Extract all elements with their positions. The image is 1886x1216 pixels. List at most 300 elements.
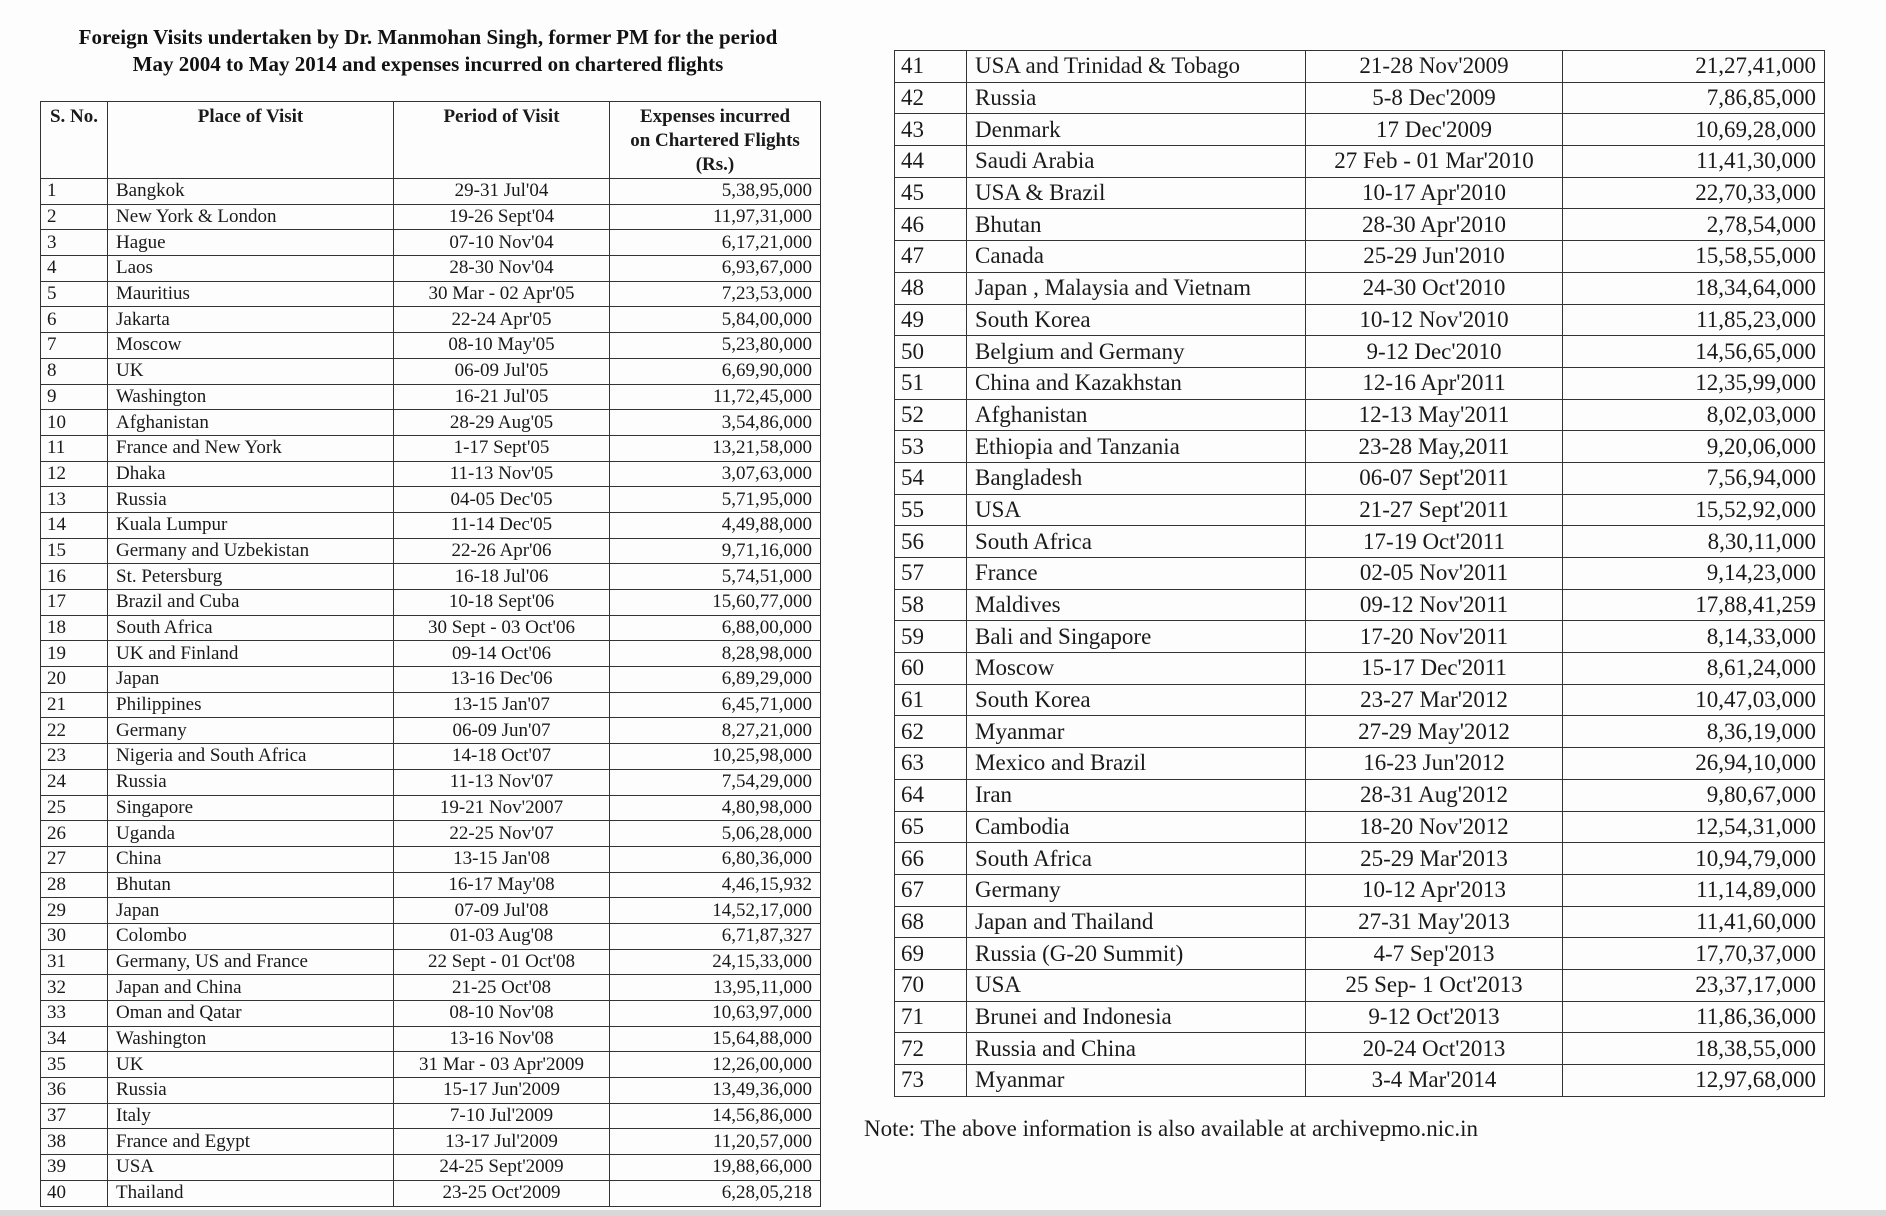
- cell-place: Moscow: [967, 653, 1306, 685]
- cell-sno: 4: [41, 256, 108, 282]
- table-row: [895, 716, 1825, 748]
- cell-expenses: 9,71,16,000: [610, 538, 821, 564]
- cell-expenses: 2,78,54,000: [1563, 209, 1825, 241]
- table-row: [895, 779, 1825, 811]
- table-row: [895, 462, 1825, 494]
- cell-sno: 59: [895, 621, 967, 653]
- table-row: [895, 589, 1825, 621]
- cell-period: 19-21 Nov'2007: [394, 795, 610, 821]
- table-row: [895, 938, 1825, 970]
- cell-period: 1-17 Sept'05: [394, 435, 610, 461]
- cell-sno: 26: [41, 821, 108, 847]
- table-row: [41, 1078, 821, 1104]
- table-row: [895, 241, 1825, 273]
- cell-expenses: 14,56,65,000: [1563, 336, 1825, 368]
- cell-sno: 37: [41, 1103, 108, 1129]
- cell-place: USA: [967, 494, 1306, 526]
- cell-period: 04-05 Dec'05: [394, 487, 610, 513]
- cell-period: 06-09 Jun'07: [394, 718, 610, 744]
- table-row: [41, 538, 821, 564]
- cell-expenses: 15,60,77,000: [610, 590, 821, 616]
- cell-expenses: 4,80,98,000: [610, 795, 821, 821]
- source-note: Note: The above information is also available at archivepmo.nic.in: [864, 1116, 1478, 1141]
- table-row: [41, 461, 821, 487]
- cell-expenses: 5,84,00,000: [610, 307, 821, 333]
- cell-period: 23-28 May,2011: [1306, 431, 1563, 463]
- cell-expenses: 11,86,36,000: [1563, 1001, 1825, 1033]
- cell-expenses: 11,41,30,000: [1563, 146, 1825, 178]
- table-row: [895, 1065, 1825, 1097]
- cell-sno: 68: [895, 906, 967, 938]
- cell-expenses: 18,38,55,000: [1563, 1033, 1825, 1065]
- cell-expenses: 17,88,41,259: [1563, 589, 1825, 621]
- cell-expenses: 11,20,57,000: [610, 1129, 821, 1155]
- table-row: [895, 51, 1825, 83]
- cell-period: 06-09 Jul'05: [394, 358, 610, 384]
- table-row: [895, 177, 1825, 209]
- cell-sno: 10: [41, 410, 108, 436]
- cell-sno: 21: [41, 692, 108, 718]
- cell-expenses: 18,34,64,000: [1563, 272, 1825, 304]
- cell-expenses: 8,61,24,000: [1563, 653, 1825, 685]
- table-row: [41, 1103, 821, 1129]
- cell-period: 17 Dec'2009: [1306, 114, 1563, 146]
- cell-place: Russia: [967, 82, 1306, 114]
- cell-period: 28-31 Aug'2012: [1306, 779, 1563, 811]
- cell-place: Saudi Arabia: [967, 146, 1306, 178]
- cell-period: 28-30 Apr'2010: [1306, 209, 1563, 241]
- cell-place: Philippines: [108, 692, 394, 718]
- cell-period: 13-17 Jul'2009: [394, 1129, 610, 1155]
- cell-place: Russia: [108, 769, 394, 795]
- cell-expenses: 8,28,98,000: [610, 641, 821, 667]
- cell-place: USA: [108, 1155, 394, 1181]
- cell-expenses: 11,41,60,000: [1563, 906, 1825, 938]
- cell-expenses: 11,72,45,000: [610, 384, 821, 410]
- table-row: [895, 684, 1825, 716]
- cell-place: Jakarta: [108, 307, 394, 333]
- cell-expenses: 5,06,28,000: [610, 821, 821, 847]
- table-row: [895, 272, 1825, 304]
- cell-sno: 5: [41, 281, 108, 307]
- cell-expenses: 7,23,53,000: [610, 281, 821, 307]
- cell-period: 13-15 Jan'07: [394, 692, 610, 718]
- cell-period: 18-20 Nov'2012: [1306, 811, 1563, 843]
- cell-period: 21-25 Oct'08: [394, 975, 610, 1001]
- table-row: [41, 512, 821, 538]
- table-row: [41, 744, 821, 770]
- cell-sno: 43: [895, 114, 967, 146]
- table-row: [895, 209, 1825, 241]
- cell-place: USA and Trinidad & Tobago: [967, 51, 1306, 83]
- cell-place: UK: [108, 1052, 394, 1078]
- cell-place: USA & Brazil: [967, 177, 1306, 209]
- cell-expenses: 15,52,92,000: [1563, 494, 1825, 526]
- cell-period: 15-17 Dec'2011: [1306, 653, 1563, 685]
- table-row: [895, 146, 1825, 178]
- cell-period: 08-10 May'05: [394, 333, 610, 359]
- cell-expenses: 6,93,67,000: [610, 256, 821, 282]
- cell-sno: 64: [895, 779, 967, 811]
- cell-expenses: 8,27,21,000: [610, 718, 821, 744]
- table-row: [41, 590, 821, 616]
- table-row: [895, 1033, 1825, 1065]
- cell-expenses: 12,54,31,000: [1563, 811, 1825, 843]
- cell-sno: 66: [895, 843, 967, 875]
- cell-period: 30 Mar - 02 Apr'05: [394, 281, 610, 307]
- cell-sno: 2: [41, 204, 108, 230]
- cell-period: 21-28 Nov'2009: [1306, 51, 1563, 83]
- cell-sno: 20: [41, 667, 108, 693]
- cell-period: 31 Mar - 03 Apr'2009: [394, 1052, 610, 1078]
- cell-sno: 55: [895, 494, 967, 526]
- table-row: [41, 872, 821, 898]
- cell-sno: 53: [895, 431, 967, 463]
- table-row: [41, 821, 821, 847]
- cell-period: 16-17 May'08: [394, 872, 610, 898]
- cell-period: 10-17 Apr'2010: [1306, 177, 1563, 209]
- cell-sno: 41: [895, 51, 967, 83]
- cell-sno: 67: [895, 874, 967, 906]
- cell-sno: 60: [895, 653, 967, 685]
- cell-expenses: 6,71,87,327: [610, 923, 821, 949]
- cell-place: Mauritius: [108, 281, 394, 307]
- cell-expenses: 14,56,86,000: [610, 1103, 821, 1129]
- header-expenses: Expenses incurred on Chartered Flights (Rs.): [610, 102, 821, 179]
- cell-place: Cambodia: [967, 811, 1306, 843]
- cell-expenses: 6,28,05,218: [610, 1180, 821, 1206]
- cell-sno: 50: [895, 336, 967, 368]
- cell-sno: 27: [41, 846, 108, 872]
- cell-expenses: 26,94,10,000: [1563, 748, 1825, 780]
- cell-place: Hague: [108, 230, 394, 256]
- cell-period: 13-16 Dec'06: [394, 667, 610, 693]
- cell-expenses: 8,36,19,000: [1563, 716, 1825, 748]
- table-row: [41, 564, 821, 590]
- cell-sno: 45: [895, 177, 967, 209]
- cell-sno: 40: [41, 1180, 108, 1206]
- cell-period: 21-27 Sept'2011: [1306, 494, 1563, 526]
- cell-sno: 57: [895, 558, 967, 590]
- cell-place: South Africa: [967, 843, 1306, 875]
- cell-expenses: 7,54,29,000: [610, 769, 821, 795]
- cell-sno: 51: [895, 367, 967, 399]
- cell-expenses: 3,54,86,000: [610, 410, 821, 436]
- cell-expenses: 22,70,33,000: [1563, 177, 1825, 209]
- cell-expenses: 11,97,31,000: [610, 204, 821, 230]
- table-row: [895, 969, 1825, 1001]
- table-row: [895, 367, 1825, 399]
- cell-expenses: 8,30,11,000: [1563, 526, 1825, 558]
- table-row: [41, 230, 821, 256]
- cell-place: South Korea: [967, 684, 1306, 716]
- cell-expenses: 10,63,97,000: [610, 1001, 821, 1027]
- cell-place: Belgium and Germany: [967, 336, 1306, 368]
- cell-place: France and New York: [108, 435, 394, 461]
- cell-place: France and Egypt: [108, 1129, 394, 1155]
- cell-place: St. Petersburg: [108, 564, 394, 590]
- cell-expenses: 5,23,80,000: [610, 333, 821, 359]
- table-row: [895, 431, 1825, 463]
- cell-period: 22-25 Nov'07: [394, 821, 610, 847]
- table-row: [41, 410, 821, 436]
- cell-sno: 31: [41, 949, 108, 975]
- cell-sno: 49: [895, 304, 967, 336]
- table-row: [41, 384, 821, 410]
- cell-place: Laos: [108, 256, 394, 282]
- cell-place: Uganda: [108, 821, 394, 847]
- cell-sno: 46: [895, 209, 967, 241]
- table-row: [41, 435, 821, 461]
- table-row: [895, 304, 1825, 336]
- table-row: [41, 692, 821, 718]
- cell-period: 25 Sep- 1 Oct'2013: [1306, 969, 1563, 1001]
- cell-sno: 65: [895, 811, 967, 843]
- cell-period: 17-20 Nov'2011: [1306, 621, 1563, 653]
- cell-sno: 16: [41, 564, 108, 590]
- cell-sno: 9: [41, 384, 108, 410]
- cell-place: Brunei and Indonesia: [967, 1001, 1306, 1033]
- cell-place: Maldives: [967, 589, 1306, 621]
- table-row: [895, 526, 1825, 558]
- cell-place: Washington: [108, 1026, 394, 1052]
- cell-place: Afghanistan: [967, 399, 1306, 431]
- cell-place: Afghanistan: [108, 410, 394, 436]
- cell-sno: 56: [895, 526, 967, 558]
- cell-sno: 73: [895, 1065, 967, 1097]
- cell-period: 19-26 Sept'04: [394, 204, 610, 230]
- cell-expenses: 13,95,11,000: [610, 975, 821, 1001]
- cell-place: Japan: [108, 667, 394, 693]
- cell-sno: 14: [41, 512, 108, 538]
- cell-expenses: 8,02,03,000: [1563, 399, 1825, 431]
- cell-period: 28-29 Aug'05: [394, 410, 610, 436]
- cell-period: 16-18 Jul'06: [394, 564, 610, 590]
- table-row: [41, 641, 821, 667]
- cell-place: Washington: [108, 384, 394, 410]
- cell-expenses: 10,25,98,000: [610, 744, 821, 770]
- cell-period: 28-30 Nov'04: [394, 256, 610, 282]
- cell-period: 11-14 Dec'05: [394, 512, 610, 538]
- cell-sno: 54: [895, 462, 967, 494]
- cell-period: 27 Feb - 01 Mar'2010: [1306, 146, 1563, 178]
- cell-expenses: 12,26,00,000: [610, 1052, 821, 1078]
- cell-sno: 29: [41, 898, 108, 924]
- title-line-2: May 2004 to May 2014 and expenses incurred on chartered flights: [132, 52, 724, 76]
- cell-sno: 58: [895, 589, 967, 621]
- table-row: [895, 843, 1825, 875]
- table-row: [895, 906, 1825, 938]
- cell-period: 27-29 May'2012: [1306, 716, 1563, 748]
- cell-place: Bangkok: [108, 179, 394, 205]
- cell-period: 06-07 Sept'2011: [1306, 462, 1563, 494]
- table-row: [895, 114, 1825, 146]
- cell-expenses: 21,27,41,000: [1563, 51, 1825, 83]
- cell-sno: 3: [41, 230, 108, 256]
- cell-period: 3-4 Mar'2014: [1306, 1065, 1563, 1097]
- cell-expenses: 15,58,55,000: [1563, 241, 1825, 273]
- cell-expenses: 6,45,71,000: [610, 692, 821, 718]
- cell-period: 07-09 Jul'08: [394, 898, 610, 924]
- visits-table-part-2: [894, 50, 1825, 1097]
- table-row: [41, 846, 821, 872]
- cell-sno: 17: [41, 590, 108, 616]
- cell-sno: 7: [41, 333, 108, 359]
- cell-place: Germany: [108, 718, 394, 744]
- cell-sno: 63: [895, 748, 967, 780]
- cell-place: Italy: [108, 1103, 394, 1129]
- table-row: [41, 333, 821, 359]
- cell-period: 10-18 Sept'06: [394, 590, 610, 616]
- cell-sno: 19: [41, 641, 108, 667]
- cell-sno: 47: [895, 241, 967, 273]
- cell-period: 09-14 Oct'06: [394, 641, 610, 667]
- table-row: [895, 494, 1825, 526]
- cell-place: Japan and China: [108, 975, 394, 1001]
- cell-period: 13-15 Jan'08: [394, 846, 610, 872]
- table-row: [41, 1026, 821, 1052]
- cell-period: 22-26 Apr'06: [394, 538, 610, 564]
- cell-period: 25-29 Mar'2013: [1306, 843, 1563, 875]
- cell-expenses: 5,38,95,000: [610, 179, 821, 205]
- cell-expenses: 6,80,36,000: [610, 846, 821, 872]
- table-row: [41, 795, 821, 821]
- header-place: Place of Visit: [108, 102, 394, 179]
- cell-place: New York & London: [108, 204, 394, 230]
- table-row: [41, 898, 821, 924]
- cell-place: Myanmar: [967, 716, 1306, 748]
- cell-period: 24-30 Oct'2010: [1306, 272, 1563, 304]
- cell-place: Germany and Uzbekistan: [108, 538, 394, 564]
- cell-expenses: 11,85,23,000: [1563, 304, 1825, 336]
- cell-sno: 62: [895, 716, 967, 748]
- table-row: [41, 1001, 821, 1027]
- cell-period: 11-13 Nov'05: [394, 461, 610, 487]
- table-row: [895, 748, 1825, 780]
- cell-period: 07-10 Nov'04: [394, 230, 610, 256]
- cell-expenses: 4,49,88,000: [610, 512, 821, 538]
- cell-period: 9-12 Oct'2013: [1306, 1001, 1563, 1033]
- cell-period: 29-31 Jul'04: [394, 179, 610, 205]
- cell-expenses: 6,89,29,000: [610, 667, 821, 693]
- cell-place: Russia and China: [967, 1033, 1306, 1065]
- cell-place: Denmark: [967, 114, 1306, 146]
- cell-place: Colombo: [108, 923, 394, 949]
- cell-place: Russia: [108, 487, 394, 513]
- cell-place: Bhutan: [108, 872, 394, 898]
- cell-place: China: [108, 846, 394, 872]
- cell-sno: 13: [41, 487, 108, 513]
- cell-expenses: 10,94,79,000: [1563, 843, 1825, 875]
- cell-sno: 44: [895, 146, 967, 178]
- cell-period: 5-8 Dec'2009: [1306, 82, 1563, 114]
- table-row: [41, 307, 821, 333]
- cell-sno: 18: [41, 615, 108, 641]
- cell-sno: 70: [895, 969, 967, 1001]
- table-row: [895, 653, 1825, 685]
- table-row: [41, 281, 821, 307]
- cell-expenses: 3,07,63,000: [610, 461, 821, 487]
- cell-period: 25-29 Jun'2010: [1306, 241, 1563, 273]
- table-row: [41, 1052, 821, 1078]
- cell-expenses: 12,35,99,000: [1563, 367, 1825, 399]
- table-row: [41, 769, 821, 795]
- cell-place: Kuala Lumpur: [108, 512, 394, 538]
- cell-sno: 33: [41, 1001, 108, 1027]
- table-row: [41, 1129, 821, 1155]
- table-row: [41, 179, 821, 205]
- table-row: [41, 975, 821, 1001]
- cell-period: 01-03 Aug'08: [394, 923, 610, 949]
- cell-sno: 48: [895, 272, 967, 304]
- cell-expenses: 24,15,33,000: [610, 949, 821, 975]
- cell-period: 13-16 Nov'08: [394, 1026, 610, 1052]
- cell-period: 22-24 Apr'05: [394, 307, 610, 333]
- visits-table-part-1: [40, 101, 821, 1207]
- cell-sno: 69: [895, 938, 967, 970]
- table-row: [895, 811, 1825, 843]
- cell-place: Ethiopia and Tanzania: [967, 431, 1306, 463]
- cell-period: 23-27 Mar'2012: [1306, 684, 1563, 716]
- cell-period: 08-10 Nov'08: [394, 1001, 610, 1027]
- cell-expenses: 6,17,21,000: [610, 230, 821, 256]
- cell-sno: 23: [41, 744, 108, 770]
- cell-expenses: 23,37,17,000: [1563, 969, 1825, 1001]
- cell-period: 12-13 May'2011: [1306, 399, 1563, 431]
- cell-sno: 32: [41, 975, 108, 1001]
- table-row: [895, 558, 1825, 590]
- cell-sno: 12: [41, 461, 108, 487]
- table-row: [41, 1155, 821, 1181]
- cell-expenses: 15,64,88,000: [610, 1026, 821, 1052]
- cell-expenses: 4,46,15,932: [610, 872, 821, 898]
- table-row: [895, 336, 1825, 368]
- cell-place: Russia (G-20 Summit): [967, 938, 1306, 970]
- cell-expenses: 11,14,89,000: [1563, 874, 1825, 906]
- cell-expenses: 6,88,00,000: [610, 615, 821, 641]
- cell-place: Myanmar: [967, 1065, 1306, 1097]
- cell-sno: 28: [41, 872, 108, 898]
- cell-sno: 8: [41, 358, 108, 384]
- cell-sno: 15: [41, 538, 108, 564]
- cell-place: Russia: [108, 1078, 394, 1104]
- cell-place: Thailand: [108, 1180, 394, 1206]
- cell-place: Japan and Thailand: [967, 906, 1306, 938]
- table-row: [41, 256, 821, 282]
- cell-period: 27-31 May'2013: [1306, 906, 1563, 938]
- table-row: [41, 615, 821, 641]
- cell-sno: 42: [895, 82, 967, 114]
- title-line-1: Foreign Visits undertaken by Dr. Manmohan Singh, former PM for the period: [78, 25, 778, 49]
- cell-place: Japan , Malaysia and Vietnam: [967, 272, 1306, 304]
- cell-expenses: 8,14,33,000: [1563, 621, 1825, 653]
- cell-period: 22 Sept - 01 Oct'08: [394, 949, 610, 975]
- cell-place: France: [967, 558, 1306, 590]
- table-row: [895, 399, 1825, 431]
- cell-period: 24-25 Sept'2009: [394, 1155, 610, 1181]
- table-row: [41, 487, 821, 513]
- cell-place: Germany, US and France: [108, 949, 394, 975]
- cell-expenses: 9,20,06,000: [1563, 431, 1825, 463]
- header-sno: S. No.: [41, 102, 108, 179]
- page-bottom-edge: [0, 1210, 1886, 1216]
- table-row: [41, 667, 821, 693]
- cell-sno: 35: [41, 1052, 108, 1078]
- cell-place: Dhaka: [108, 461, 394, 487]
- cell-period: 02-05 Nov'2011: [1306, 558, 1563, 590]
- cell-expenses: 14,52,17,000: [610, 898, 821, 924]
- cell-expenses: 10,69,28,000: [1563, 114, 1825, 146]
